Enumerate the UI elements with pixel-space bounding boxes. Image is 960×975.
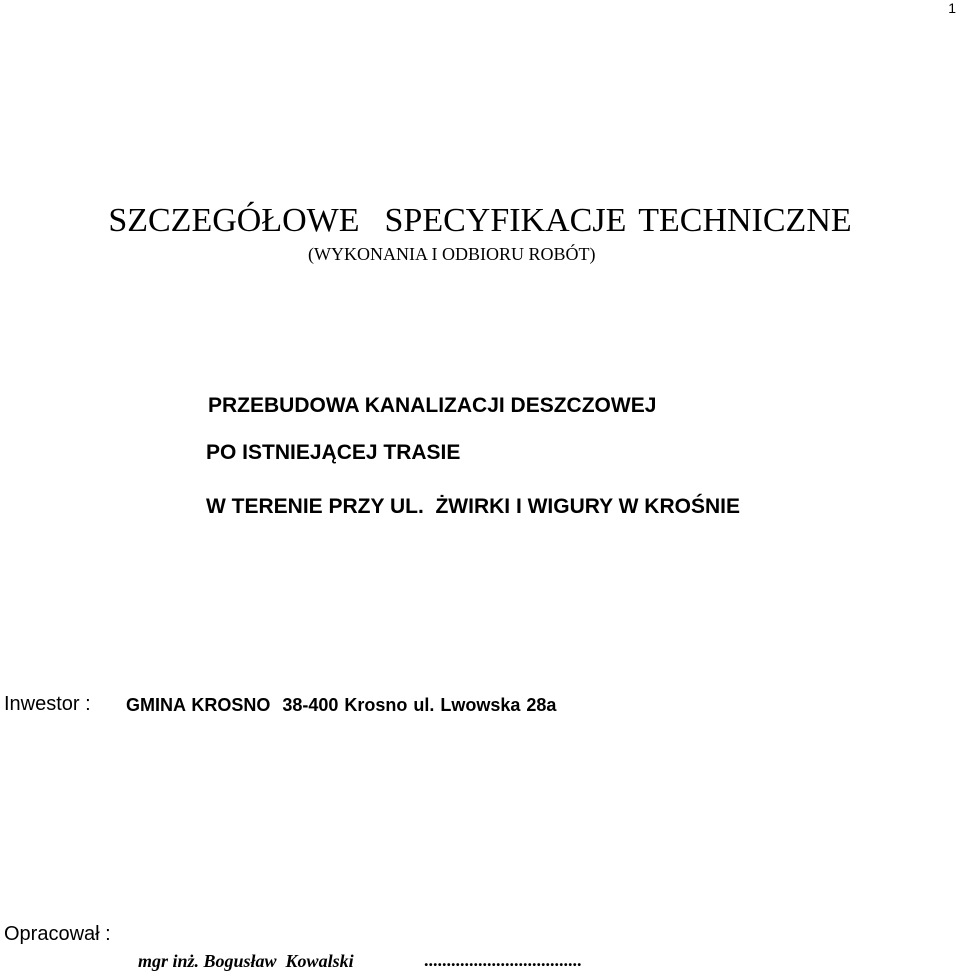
document-subtitle: (WYKONANIA I ODBIORU ROBÓT)	[308, 244, 596, 264]
project-location-line: W TERENIE PRZY UL. ŻWIRKI I WIGURY W KROŚNIE	[206, 495, 740, 518]
author-name: mgr inż. Bogusław Kowalski	[138, 951, 354, 971]
project-name-line-1: PRZEBUDOWA KANALIZACJI DESZCZOWEJ	[208, 394, 657, 417]
document-title: SZCZEGÓŁOWE SPECYFIKACJE TECHNICZNE	[108, 202, 852, 239]
signature-line: ...................................	[424, 950, 582, 970]
author-label: Opracował :	[4, 923, 111, 945]
project-name-line-2: PO ISTNIEJĄCEJ TRASIE	[206, 441, 461, 464]
investor-label: Inwestor :	[4, 693, 91, 715]
investor-value: GMINA KROSNO 38-400 Krosno ul. Lwowska 28a	[126, 695, 557, 715]
page-number: 1	[948, 0, 956, 16]
